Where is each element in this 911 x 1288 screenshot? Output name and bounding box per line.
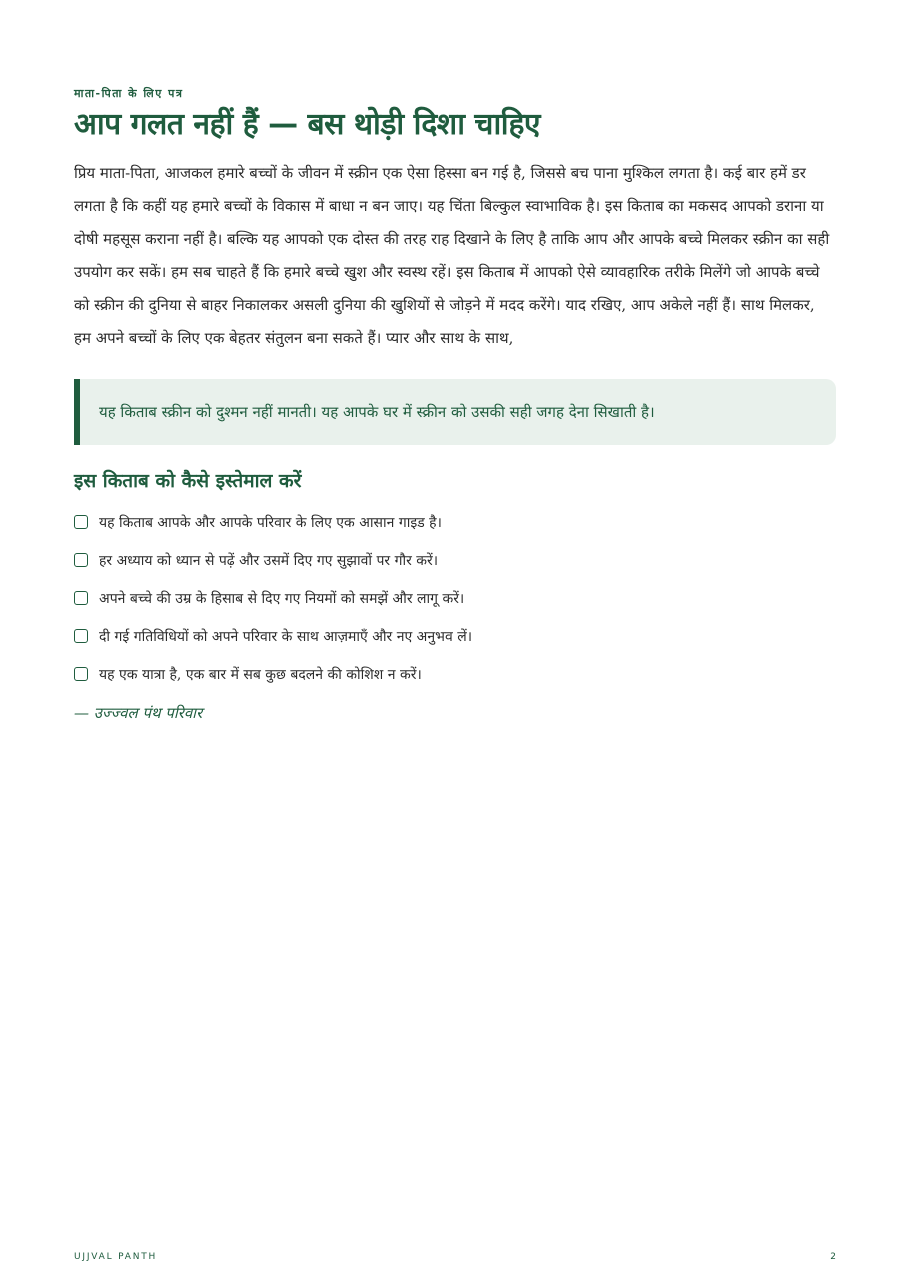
checkbox-icon[interactable] [74,515,88,529]
section-eyebrow: माता-पिता के लिए पत्र [74,87,184,100]
checklist-item-text: यह किताब आपके और आपके परिवार के लिए एक आसान गाइड है। [99,514,442,531]
checklist-item [74,579,836,617]
checklist-item-text: यह एक यात्रा है, एक बार में सब कुछ बदलने की कोशिश न करें। [99,666,422,683]
checkbox-icon[interactable] [74,667,88,681]
checklist-item-text: दी गई गतिविधियों को अपने परिवार के साथ आज़माएँ और नए अनुभव लें। [99,628,473,645]
checkbox-icon[interactable] [74,591,88,605]
page-content [74,86,836,723]
checklist-item [74,503,836,541]
signature: — उज्ज्वल पंथ परिवार [74,704,203,722]
checklist-item-text: हर अध्याय को ध्यान से पढ़ें और उसमें दिए गए सुझावों पर गौर करें। [99,552,439,569]
checkbox-icon[interactable] [74,629,88,643]
checklist-item [74,617,836,655]
footer-brand: UJJVAL PANTH [74,1252,158,1262]
quote-callout [74,379,836,445]
checklist-item [74,541,836,579]
checkbox-icon[interactable] [74,553,88,567]
page-title: आप गलत नहीं हैं — बस थोड़ी दिशा चाहिए [74,107,541,142]
how-to-use-checklist [74,503,836,693]
letter-body: प्रिय माता-पिता, आजकल हमारे बच्चों के जीवन में स्क्रीन एक ऐसा हिस्सा बन गई है, जिससे बच पाना मुश्किल लगता है। कई बार हमें डर लगता है कि कहीं यह हमारे बच्चों के विकास में बाधा न बन जाए। यह चिंता बिल्कुल स्वाभाविक है। इस किताब का मकसद आपको डराना या दोषी महसूस कराना नहीं है। बल्कि यह आपको एक दोस्त की तरह राह दिखाने के लिए है ताकि आप और आपके बच्चे मिलकर स्क्रीन का सही उपयोग कर सकें। हम सब चाहते हैं कि हमारे बच्चे खुश और स्वस्थ रहें। इस किताब में आपको ऐसे व्यावहारिक तरीके मिलेंगे जो आपके बच्चे को स्क्रीन की दुनिया से बाहर निकालकर असली दुनिया की खुशियों से जोड़ने में मदद करेंगे। याद रखिए, आप अकेले नहीं हैं। साथ मिलकर, हम अपने बच्चों के लिए एक बेहतर संतुलन बना सकते हैं। प्यार और साथ के साथ, [74,164,830,347]
checklist-item-text: अपने बच्चे की उम्र के हिसाब से दिए गए नियमों को समझें और लागू करें। [99,590,465,607]
how-to-use-heading: इस किताब को कैसे इस्तेमाल करें [74,470,302,492]
checklist-item [74,655,836,693]
page-number: 2 [830,1252,836,1262]
callout-text: यह किताब स्क्रीन को दुश्मन नहीं मानती। यह आपके घर में स्क्रीन को उसकी सही जगह देना सिखाती है। [99,403,655,421]
